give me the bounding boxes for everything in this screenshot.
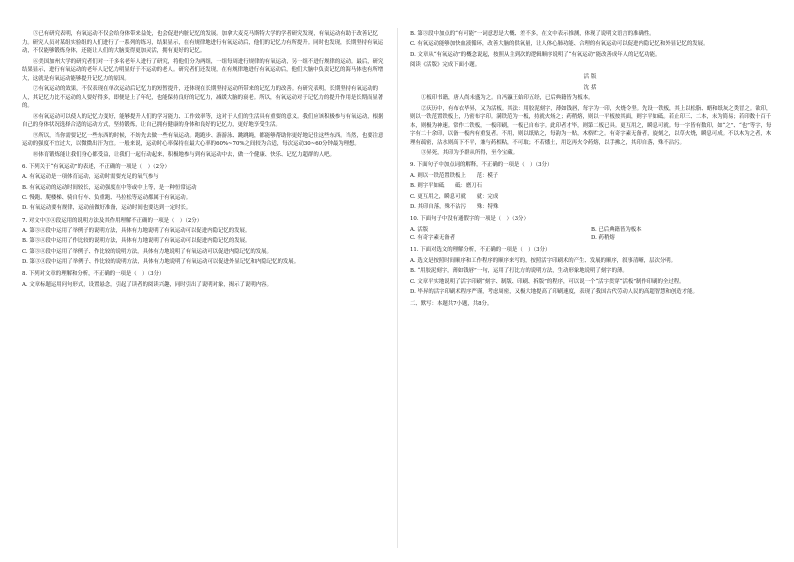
- question-10-option-a: A. 活版: [410, 226, 429, 233]
- passage-paragraph-6: ⑥美国加州大学的研究者们对一千多名老年人进行了研究，将他们分为两组，一组每周进行规律的有氧运动，另一组不进行规律的运动。最后，研究结果显示，进行有氧运动的老年人记忆力明显好于不运动的老人。研究者们还发现，在有规律地进行有氧运动后，他们大脑中负责记忆的海马体也有所增大，这就是有氧运动能够提升记忆力的原因。: [22, 58, 384, 82]
- question-10-options-row-2: [410, 234, 772, 243]
- passage-paragraph-10: ⑩体育锻炼能让我们身心都受益，让我们一起行动起来，积极地参与到有氧运动中去，做一个健康、快乐、记忆力超群的人吧。: [33, 151, 335, 158]
- passage-author: 沈括: [583, 84, 599, 91]
- question-9-option-c: C. 更互用之，瞬息可就 就：完成: [410, 193, 499, 200]
- question-6-option-d: D. 有氧运动要有规律，运动前做好准备，运动时间也要达到一定时长。: [22, 205, 192, 212]
- question-10-option-c: C. 有奇字素无备者: [410, 235, 456, 242]
- question-7-stem: 7. 对文中③④段运用的说明方法及其作用理解不正确的一项是（ ）（2分）: [22, 217, 203, 224]
- question-9-stem: 9. 下面句子中加点词的解释，不正确的一项是（ ）（3分）: [410, 162, 553, 169]
- passage-paragraph-5: ⑤已有研究表明，有氧运动不仅会给身体带来益处，也会促进内脏记忆的发展。加拿大麦克马斯特大学的学者研究发现，有氧运动有助于改善记忆力。研究人员对某组实验组的人们进行了一系列的练习，结果显示，在有规律地进行有氧运动后，他们的记忆力有所提升。同时也发现，长期坚持有氧运动，不仅能够锻炼身体，还能让人们的大脑变得更加灵活，拥有更好的记忆。: [22, 31, 384, 55]
- question-10-option-d: D. 药稍熔: [591, 235, 615, 242]
- question-8-stem: 8. 下列对文章的理解和分析，不正确的一项是（ ）（3分）: [22, 271, 165, 278]
- question-7-option-c: C. 第③④段中运用了举例子、作比较的说明方法，具体有力地说明了有氧运动可以促进内隐记忆的发展。: [22, 248, 272, 255]
- question-8-option-a: A. 文章标题运用问句形式，设置悬念，引起了读者的阅读兴趣，同时引出了说明对象，揭示了说明内容。: [22, 281, 272, 288]
- question-9-option-d: D. 其印自落，殊不沾污 殊：特殊: [410, 204, 499, 211]
- passage-intro: 阅读《活版》完成下面小题。: [410, 62, 481, 69]
- question-10-stem: 10. 下面句子中没有通假字的一项是（ ）（3分）: [410, 216, 529, 223]
- column-divider: [397, 28, 398, 548]
- question-9-option-a: A. 则以一铁范置铁板上 范：模子: [410, 172, 499, 179]
- classical-paragraph-3: ③昇死，其印为予群从所得，至今宝藏。: [421, 150, 519, 157]
- question-7-option-a: A. 第③④段中运用了举例子的说明方法，具体有力地说明了有氧运动可以促进内隐记忆的发展。: [22, 228, 251, 235]
- classical-paragraph-1: ①板印书籍，唐人尚未盛为之。自冯瀛王始印五经，已后典籍皆为板本。: [421, 95, 594, 102]
- question-7-option-d: D. 第③④段中运用了举例子、作比较的说明方法，具体有力地说明了有氧运动可以促进外显记忆和内隐记忆的发展。: [22, 259, 300, 266]
- right-column: [410, 30, 772, 311]
- question-9-option-b: B. 则字平如砥 砥：磨刀石: [410, 183, 483, 190]
- question-8-option-d: D. 文章从“有氧运动”的概念说起，按照从主到次的逻辑顺序说明了“有氧运动”能改善成年人的记忆功能。: [410, 51, 661, 58]
- passage-title: 活版: [583, 74, 599, 81]
- question-8-option-b: B. 第③段中加点的“有可能”一词意思是大概、差不多，在文中表示推测，体现了说明文语言的准确性。: [410, 31, 655, 37]
- question-11-option-b: B. “用胶泥刻字，薄如钱唇”一句，运用了打比方的说明方法，生动形象地说明了刻字的薄。: [410, 268, 628, 275]
- section-title: 二、默写：本题共7小题，共8分。: [410, 301, 493, 308]
- question-10-option-b: B. 已后典籍皆为板本: [591, 226, 642, 233]
- question-11-option-a: A. 选文是按照时间顺序和工作程序的顺序来写的，按照活字印刷术的产生、发展的顺序，叙事清晰，层次分明。: [410, 257, 677, 264]
- passage-paragraph-8: ⑧有氧运动可以使人的记忆力变好，能够提升人们的学习能力、工作效率等，这对于人们的生活具有重要的意义。我们应该积极参与有氧运动，根据自己的身体状况选择合适的运动方式，坚持锻炼，让自己拥有健康的身体和良好的记忆力，更好地享受生活。: [22, 113, 384, 129]
- passage-paragraph-9: ⑨所以，当你需要记忆一些东西的时候，不妨先去做一些有氧运动。跑跑步、游游泳、跳跳绳，都能够帮助你更好地记住这些东西。当然，也要注意运动的强度不宜过大，以微微出汗为宜。一般来说，运动时心率保持在最大心率的60%~70%之间较为合适，每次运动30~60分钟最为理想。: [22, 132, 384, 148]
- question-6-option-c: C. 慢跑、爬楼梯、骑自行车、负重跑、马拉松等运动都属于有氧运动。: [22, 195, 192, 202]
- classical-paragraph-2: ②庆历中，有布衣毕昇，又为活板。其法：用胶泥刻字，薄如钱唇，每字为一印，火烧令坚。先设一铁板，其上以松脂、蜡和纸灰之类冒之。欲印，则以一铁范置铁板上，乃密布字印。满铁范为一板，持就火炀之；药稍熔，则以一平板按其面，则字平如砥。若止印三、二本，未为简易；若印数十百千本，则极为神速。常作二铁板，一板印刷，一板已自布字。此印者才毕，则第二板已具。更互用之，瞬息可就。每一字皆有数印，如“之”、“也”等字，每字有二十余印，以备一板内有重复者。不用，则以纸贴之，每韵为一贴，木格贮之。有奇字素无备者，旋刻之，以草火烧，瞬息可成。不以木为之者，木理有疏密，沾水则高下不平，兼与药相粘，不可取；不若燔土，用讫再火令药熔，以手拂之，其印自落，殊不沾污。: [410, 105, 772, 146]
- question-11-stem: 11. 下面对选文的理解分析，不正确的一项是（ ）（3分）: [410, 247, 551, 254]
- question-8-option-c: C. 有氧运动能够加快血液循环，改善大脑的供氧量，让人体心肺功能、合理的有氧运动可以促进内隐记忆和外显记忆的发展。: [410, 41, 709, 48]
- question-6-option-b: B. 有氧运动的运动时间较长，运动强度在中等或中上等，是一种恒常运动: [22, 184, 197, 191]
- question-6-option-a: A. 有氧运动是一项体育运动，运动时需要充足的氧气参与: [22, 174, 159, 181]
- question-6-stem: 6. 下列关于“有氧运动”的表述，不正确的一项是（ ）（2分）: [22, 163, 170, 170]
- left-column: [22, 30, 384, 291]
- question-10-options-row-1: [410, 226, 772, 235]
- question-11-option-d: D. 毕昇的活字印刷术程序严谨，考虑周密，又极大地提高了印刷速度，表现了我国古代劳动人民的高超智慧和创造才能。: [410, 288, 698, 295]
- question-7-option-b: B. 第③④段中运用了作比较的说明方法，具体有力地说明了有氧运动可以促进内隐记忆的发展。: [22, 238, 251, 245]
- passage-paragraph-7: ⑦有氧运动的效果，不仅表现在单次运动后记忆力的短暂提升，还体现在长期坚持运动所带来的记忆力的改善。有研究表明，长期坚持有氧运动的人，其记忆力比不运动的人要好得多，即便是上了年纪，也能保持良好的记忆力，减缓大脑的衰老。所以，有氧运动对于记忆力的提升作用是长期而显著的。: [22, 86, 384, 110]
- question-11-option-c: C. 文章平实地说明了活字印刷“刻字、制版、印刷、拆版”的程序，可以说一个“活字贯穿“活板”制作印刷的全过程。: [410, 278, 685, 285]
